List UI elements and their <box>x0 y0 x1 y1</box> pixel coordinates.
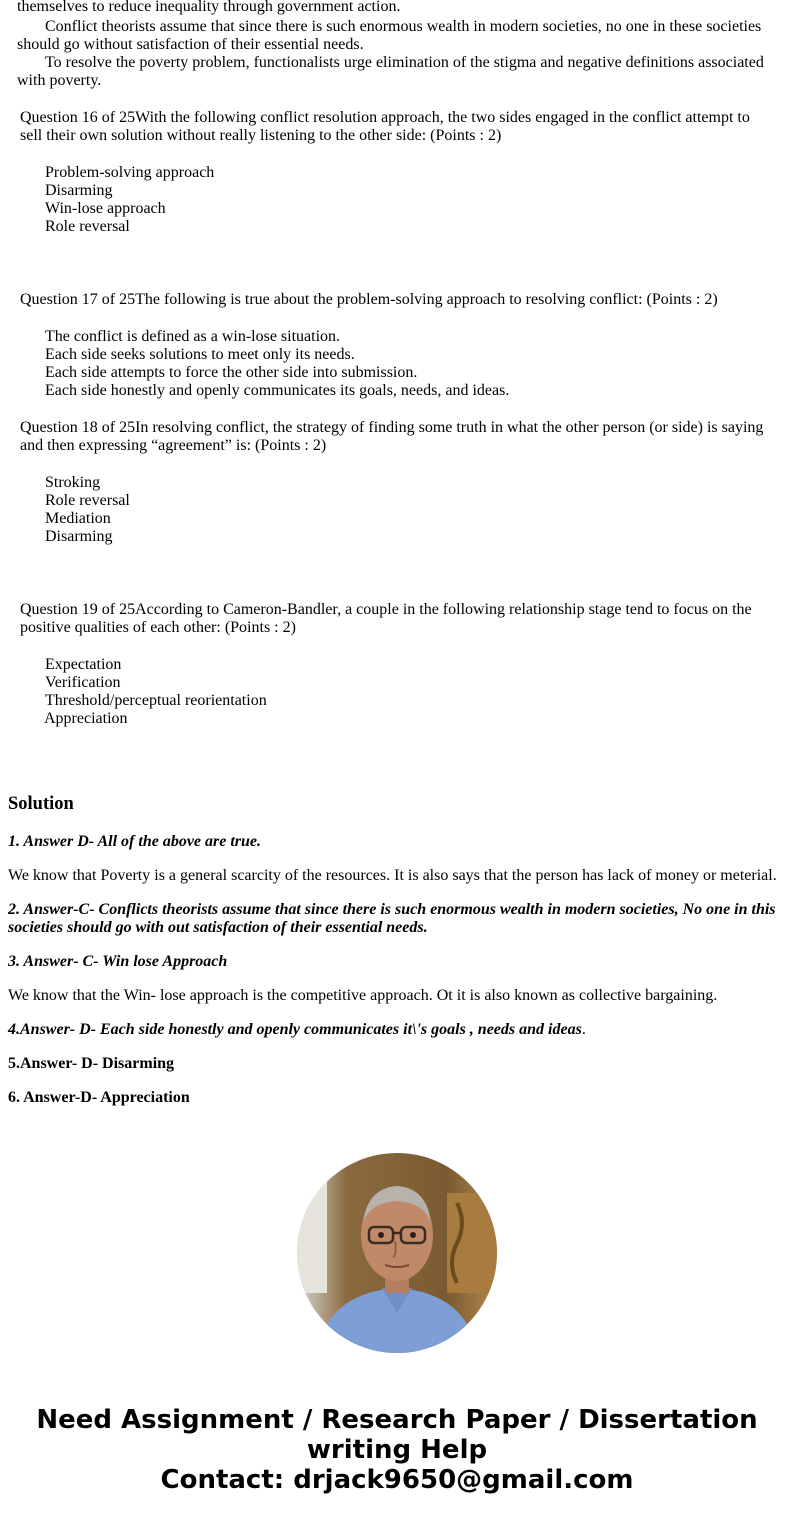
footer-contact-line: Contact: drjack9650@gmail.com <box>160 1465 634 1495</box>
answer-4 <box>8 1021 788 1039</box>
question-16: Question 16 of 25With the following conflict resolution approach, the two sides engaged in the conflict attempt to sell their own solution without really listening to the other side: (Points : 2) <box>20 109 750 144</box>
intro-fragment: themselves to reduce inequality through government action. <box>17 0 401 15</box>
question-17-option-a: The conflict is defined as a win-lose situation. <box>45 328 341 345</box>
answer-4-period: . <box>581 1021 586 1038</box>
answer-5: 5.Answer- D- Disarming <box>8 1055 175 1072</box>
question-18-option-c: Mediation <box>45 510 111 527</box>
question-17-option-b: Each side seeks solutions to meet only its needs. <box>45 346 355 363</box>
question-19-option-b: Verification <box>45 674 121 691</box>
answer-3-explanation: We know that the Win- lose approach is the competitive approach. Ot it is also known as collective bargaining. <box>8 987 718 1004</box>
solution-heading: Solution <box>8 794 74 814</box>
answer-6: 6. Answer-D- Appreciation <box>8 1089 190 1106</box>
footer-help-line: Need Assignment / Research Paper / Dissertation writing Help <box>36 1405 758 1465</box>
question-16-option-a: Problem-solving approach <box>45 164 215 181</box>
question-17-option-d: Each side honestly and openly communicates its goals, needs, and ideas. <box>45 382 510 399</box>
intro-paragraph-2: To resolve the poverty problem, functionalists urge elimination of the stigma and negative definitions associated with poverty. <box>17 54 764 89</box>
question-19-option-c: Threshold/perceptual reorientation <box>45 692 267 709</box>
question-16-option-d: Role reversal <box>45 218 130 235</box>
author-photo <box>297 1153 497 1353</box>
question-18-option-a: Stroking <box>45 474 101 491</box>
answer-1-explanation: We know that Poverty is a general scarcity of the resources. It is also says that the person has lack of money or meterial. <box>8 867 777 884</box>
question-19: Question 19 of 25According to Cameron-Bandler, a couple in the following relationship stage tend to focus on the positive qualities of each other: (Points : 2) <box>20 601 752 636</box>
question-17-option-c: Each side attempts to force the other side into submission. <box>45 364 418 381</box>
question-17: Question 17 of 25The following is true about the problem-solving approach to resolving conflict: (Points : 2) <box>20 291 718 308</box>
question-18-option-b: Role reversal <box>45 492 130 509</box>
question-19-option-d: Appreciation <box>44 710 128 727</box>
answer-2: 2. Answer-C- Conflicts theorists assume that since there is such enormous wealth in modern societies, No one in this societies should go with out satisfaction of their essential needs. <box>8 901 776 936</box>
question-16-option-b: Disarming <box>45 182 113 199</box>
author-avatar <box>297 1153 497 1353</box>
question-18-option-d: Disarming <box>45 528 113 545</box>
question-16-option-c: Win-lose approach <box>45 200 166 217</box>
question-18: Question 18 of 25In resolving conflict, the strategy of finding some truth in what the other person (or side) is saying and then expressing “agreement” is: (Points : 2) <box>20 419 764 454</box>
answer-1: 1. Answer D- All of the above are true. <box>8 833 262 850</box>
answer-4-text: 4.Answer- D- Each side honestly and openly communicates it\'s goals , needs and ideas <box>8 1021 582 1038</box>
question-19-option-a: Expectation <box>45 656 122 673</box>
intro-paragraph-1: Conflict theorists assume that since there is such enormous wealth in modern societies, no one in these societies should go without satisfaction of their essential needs. <box>17 18 762 53</box>
answer-3: 3. Answer- C- Win lose Approach <box>8 953 228 970</box>
